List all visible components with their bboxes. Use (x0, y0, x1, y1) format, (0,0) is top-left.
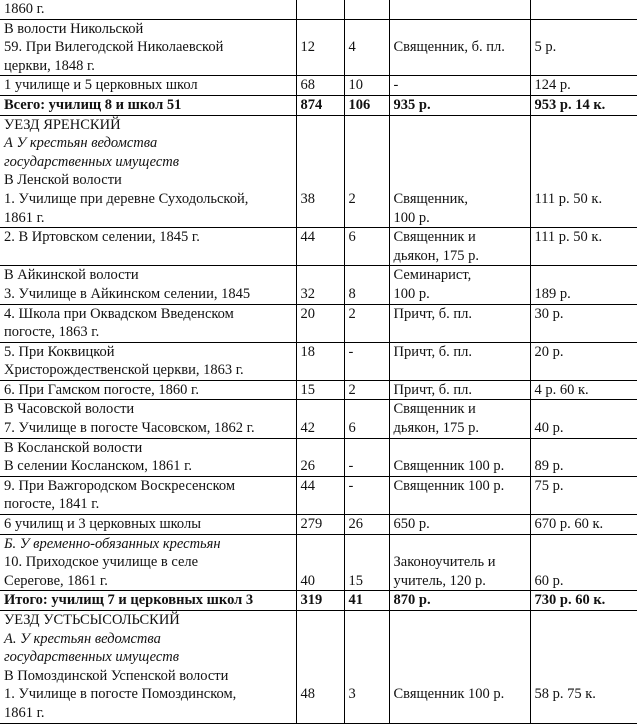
cell-line: дьякон, 175 р. (393, 420, 479, 437)
cell-line (535, 209, 634, 228)
cell-line: Причт, б. пл. (393, 305, 473, 322)
school-name-cell (0, 534, 296, 591)
students-boys-cell (296, 380, 344, 400)
students-girls-cell (344, 266, 389, 304)
upkeep-cost-cell (530, 400, 637, 438)
table-row (0, 438, 637, 476)
cell-line: В Айкинской волости (4, 267, 139, 284)
cell-line (349, 153, 385, 172)
upkeep-cost-cell (530, 534, 637, 591)
school-name-cell (0, 380, 296, 400)
cell-line: 953 р. 14 к. (534, 96, 606, 113)
upkeep-cost-cell (530, 438, 637, 476)
school-name-cell (0, 115, 296, 228)
cell-line (301, 209, 340, 228)
table-row (0, 19, 637, 76)
table-row (0, 400, 637, 438)
teacher-salary-cell (389, 611, 530, 724)
cell-line (394, 361, 526, 380)
cell-line: 1 училище и 5 церковных школ (4, 77, 198, 94)
cell-line: Причт, б. пл. (393, 381, 473, 398)
cell-line (301, 704, 340, 723)
upkeep-cost-cell (530, 115, 637, 228)
upkeep-cost-cell (530, 19, 637, 76)
cell-line: В Косланской волости (4, 439, 143, 456)
table-row (0, 611, 637, 724)
upkeep-cost-cell (530, 76, 637, 96)
cell-line (301, 266, 340, 285)
cell-line (301, 667, 340, 686)
teacher-salary-cell (389, 476, 530, 514)
cell-line (535, 116, 634, 135)
cell-line: 670 р. 60 к. (534, 516, 604, 533)
cell-line: 89 р. (534, 458, 564, 475)
students-girls-cell (344, 438, 389, 476)
upkeep-cost-cell (530, 611, 637, 724)
students-boys-cell (296, 76, 344, 96)
school-name-cell (0, 476, 296, 514)
cell-line (394, 0, 526, 19)
cell-line (349, 535, 385, 554)
cell-line (535, 134, 634, 153)
cell-line (301, 323, 340, 342)
cell-line: 10. Приходское училище в селе (4, 554, 199, 571)
cell-line: Священник, (393, 190, 469, 207)
cell-line (301, 400, 340, 419)
cell-line: 7. Училище в погосте Часовском, 1862 г. (4, 420, 255, 437)
cell-line: - (348, 477, 354, 494)
table-row (0, 515, 637, 535)
cell-line (301, 134, 340, 153)
cell-line: 12 (300, 39, 315, 56)
cell-line: 26 (300, 458, 315, 475)
cell-line: дьякон, 175 р. (393, 247, 479, 264)
cell-line (349, 439, 385, 458)
cell-line: 6 училищ и 3 церковных школы (4, 516, 201, 533)
upkeep-cost-cell (530, 476, 637, 514)
cell-line (349, 20, 385, 39)
cell-line: 5. При Коквицкой (4, 343, 115, 360)
cell-line: 4 (348, 39, 356, 56)
cell-line (535, 171, 634, 190)
cell-line: Священник 100 р. (393, 477, 505, 494)
cell-line: 58 р. 75 к. (534, 686, 596, 703)
cell-line: В Часовской волости (4, 401, 135, 418)
cell-line (4, 247, 292, 266)
cell-line: В Помоздинской Успенской волости (4, 667, 229, 684)
cell-line: В селении Косланском, 1861 г. (4, 458, 193, 475)
cell-line: Священник, б. пл. (393, 39, 505, 56)
students-girls-cell (344, 515, 389, 535)
table-row (0, 115, 637, 228)
students-boys-cell (296, 115, 344, 228)
cell-line (301, 0, 340, 19)
cell-line (394, 171, 526, 190)
cell-line (394, 116, 526, 135)
cell-line: 75 р. (534, 477, 564, 494)
teacher-salary-cell (389, 591, 530, 611)
cell-line: 20 (300, 305, 315, 322)
students-boys-cell (296, 438, 344, 476)
school-name-cell (0, 76, 296, 96)
cell-line: 2 (348, 381, 356, 398)
cell-line (394, 611, 526, 630)
school-name-cell (0, 515, 296, 535)
students-girls-cell (344, 342, 389, 380)
cell-line (349, 400, 385, 419)
cell-line: 6 (348, 229, 356, 246)
cell-line: 279 (300, 516, 323, 533)
cell-line: В Ленской волости (4, 172, 122, 189)
students-boys-cell (296, 95, 344, 115)
cell-line: Священник и (393, 401, 476, 418)
cell-line (535, 247, 634, 266)
cell-line: 935 р. (393, 96, 431, 113)
cell-line (301, 20, 340, 39)
cell-line (349, 553, 385, 572)
students-girls-cell (344, 0, 389, 19)
cell-line (394, 57, 526, 76)
cell-line: 15 (348, 572, 363, 589)
cell-line: 2 (348, 190, 356, 207)
cell-line (349, 0, 385, 19)
students-boys-cell (296, 342, 344, 380)
students-boys-cell (296, 476, 344, 514)
cell-line (301, 247, 340, 266)
teacher-salary-cell (389, 0, 530, 19)
cell-line (301, 495, 340, 514)
cell-line (535, 630, 634, 649)
cell-line: - (348, 343, 354, 360)
cell-line: 10 (348, 77, 363, 94)
cell-line (394, 20, 526, 39)
cell-line (535, 400, 634, 419)
cell-line: 1860 г. (4, 1, 45, 17)
teacher-salary-cell (389, 438, 530, 476)
cell-line: 44 (300, 477, 315, 494)
students-girls-cell (344, 228, 389, 266)
teacher-salary-cell (389, 19, 530, 76)
cell-line: Священник 100 р. (393, 458, 505, 475)
cell-line: - (393, 77, 399, 94)
students-girls-cell (344, 19, 389, 76)
cell-line: 124 р. (534, 77, 571, 94)
cell-line (349, 247, 385, 266)
students-boys-cell (296, 19, 344, 76)
cell-line: 6 (348, 420, 356, 437)
cell-line: 6. При Гамском погосте, 1860 г. (4, 381, 199, 398)
cell-line: церкви, 1848 г. (4, 57, 95, 74)
cell-line: 319 (300, 592, 323, 609)
cell-line (349, 209, 385, 228)
cell-line (394, 153, 526, 172)
cell-line (349, 116, 385, 135)
cell-line (535, 553, 634, 572)
upkeep-cost-cell (530, 0, 637, 19)
cell-line: Христорождественской церкви, 1863 г. (4, 362, 244, 379)
cell-line: Священник 100 р. (393, 686, 505, 703)
total-row (0, 591, 637, 611)
cell-line: Семинарист, (393, 267, 472, 284)
cell-line (535, 667, 634, 686)
cell-line: 8 (348, 285, 356, 302)
cell-line: погосте, 1863 г. (4, 324, 100, 341)
students-girls-cell (344, 591, 389, 611)
teacher-salary-cell (389, 534, 530, 591)
cell-line: 111 р. 50 к. (534, 229, 603, 246)
cell-line (349, 630, 385, 649)
cell-line: 44 (300, 229, 315, 246)
cell-line: 4 р. 60 к. (534, 381, 589, 398)
students-girls-cell (344, 304, 389, 342)
students-girls-cell (344, 95, 389, 115)
cell-line (301, 611, 340, 630)
cell-line: Б. У временно-обязанных крестьян (4, 535, 221, 552)
school-name-cell (0, 0, 296, 19)
cell-line: 189 р. (534, 285, 571, 302)
cell-line: 106 (348, 96, 371, 113)
cell-line: 1. Училище при деревне Суходольской, (4, 190, 249, 207)
cell-line (349, 323, 385, 342)
students-boys-cell (296, 515, 344, 535)
students-boys-cell (296, 534, 344, 591)
cell-line (394, 134, 526, 153)
students-girls-cell (344, 380, 389, 400)
cell-line (394, 439, 526, 458)
upkeep-cost-cell (530, 591, 637, 611)
cell-line (394, 648, 526, 667)
cell-line (349, 495, 385, 514)
students-boys-cell (296, 400, 344, 438)
table-row (0, 228, 637, 266)
cell-line: УЕЗД ЯРЕНСКИЙ (4, 116, 121, 133)
cell-line (349, 57, 385, 76)
students-boys-cell (296, 304, 344, 342)
cell-line: 5 р. (534, 39, 557, 56)
students-boys-cell (296, 591, 344, 611)
students-girls-cell (344, 534, 389, 591)
cell-line (394, 495, 526, 514)
cell-line: 42 (300, 420, 315, 437)
cell-line: учитель, 120 р. (393, 572, 486, 589)
students-girls-cell (344, 611, 389, 724)
cell-line: 38 (300, 190, 315, 207)
cell-line: Священник и (393, 229, 476, 246)
cell-line (349, 704, 385, 723)
cell-line (394, 667, 526, 686)
cell-line (301, 535, 340, 554)
cell-line: 18 (300, 343, 315, 360)
cell-line (535, 535, 634, 554)
cell-line (535, 57, 634, 76)
cell-line: 68 (300, 77, 315, 94)
cell-line: - (348, 458, 354, 475)
school-name-cell (0, 19, 296, 76)
cell-line (301, 171, 340, 190)
cell-line: В волости Никольской (4, 20, 144, 37)
cell-line (535, 323, 634, 342)
cell-line: А. У крестьян ведомства (4, 630, 161, 647)
teacher-salary-cell (389, 342, 530, 380)
cell-line (535, 153, 634, 172)
table-row (0, 476, 637, 514)
cell-line (349, 648, 385, 667)
cell-line: 100 р. (393, 285, 430, 302)
upkeep-cost-cell (530, 515, 637, 535)
teacher-salary-cell (389, 76, 530, 96)
school-name-cell (0, 342, 296, 380)
cell-line: 111 р. 50 к. (534, 190, 603, 207)
school-name-cell (0, 266, 296, 304)
cell-line (301, 361, 340, 380)
cell-line: 59. При Вилегодской Николаевской (4, 39, 224, 56)
upkeep-cost-cell (530, 95, 637, 115)
teacher-salary-cell (389, 400, 530, 438)
cell-line (349, 361, 385, 380)
students-girls-cell (344, 400, 389, 438)
table-row (0, 534, 637, 591)
cell-line: 60 р. (534, 572, 564, 589)
teacher-salary-cell (389, 380, 530, 400)
cell-line (394, 535, 526, 554)
cell-line: Итого: училищ 7 и церковных школ 3 (4, 592, 254, 609)
students-girls-cell (344, 76, 389, 96)
cell-line: 1861 г. (4, 209, 45, 226)
students-boys-cell (296, 611, 344, 724)
table-row (0, 266, 637, 304)
cell-line (301, 153, 340, 172)
table-row (0, 76, 637, 96)
cell-line: государственных имуществ (4, 649, 180, 666)
cell-line (394, 704, 526, 723)
cell-line (535, 0, 634, 19)
cell-line (301, 648, 340, 667)
upkeep-cost-cell (530, 380, 637, 400)
upkeep-cost-cell (530, 266, 637, 304)
cell-line (301, 57, 340, 76)
cell-line: 3. Училище в Айкинском селении, 1845 (4, 285, 251, 302)
cell-line (535, 648, 634, 667)
cell-line: 3 (348, 686, 356, 703)
cell-line (349, 667, 385, 686)
cell-line: 30 р. (534, 305, 564, 322)
students-girls-cell (344, 476, 389, 514)
cell-line (349, 266, 385, 285)
cell-line: 4. Школа при Оквадском Введенском (4, 305, 234, 322)
cell-line: 15 (300, 381, 315, 398)
school-name-cell (0, 95, 296, 115)
cell-line (349, 134, 385, 153)
cell-line: Причт, б. пл. (393, 343, 473, 360)
cell-line (301, 116, 340, 135)
table-row (0, 0, 637, 19)
school-name-cell (0, 438, 296, 476)
teacher-salary-cell (389, 515, 530, 535)
total-row (0, 95, 637, 115)
cell-line: 20 р. (534, 343, 564, 360)
cell-line: 1861 г. (4, 704, 45, 721)
cell-line (535, 495, 634, 514)
cell-line (301, 553, 340, 572)
cell-line (349, 611, 385, 630)
school-name-cell (0, 591, 296, 611)
table-row (0, 380, 637, 400)
cell-line: погосте, 1841 г. (4, 496, 100, 513)
table-row (0, 342, 637, 380)
students-boys-cell (296, 0, 344, 19)
cell-line: государственных имуществ (4, 153, 180, 170)
cell-line: 730 р. 60 к. (534, 592, 606, 609)
cell-line: 40 (300, 572, 315, 589)
cell-line (535, 439, 634, 458)
school-name-cell (0, 611, 296, 724)
cell-line: 2. В Иртовском селении, 1845 г. (4, 229, 200, 246)
cell-line: 40 р. (534, 420, 564, 437)
cell-line (301, 630, 340, 649)
cell-line: 100 р. (393, 209, 430, 226)
cell-line (394, 630, 526, 649)
cell-line: 870 р. (393, 592, 431, 609)
school-name-cell (0, 228, 296, 266)
students-boys-cell (296, 228, 344, 266)
cell-line: 9. При Важгородском Воскресенском (4, 477, 236, 494)
cell-line: 874 (300, 96, 323, 113)
students-girls-cell (344, 115, 389, 228)
cell-line: Всего: училищ 8 и школ 51 (4, 96, 182, 113)
school-name-cell (0, 400, 296, 438)
cell-line: 2 (348, 305, 356, 322)
cell-line: 32 (300, 285, 315, 302)
cell-line (535, 611, 634, 630)
teacher-salary-cell (389, 228, 530, 266)
cell-line: 26 (348, 516, 363, 533)
table-row (0, 304, 637, 342)
cell-line: 41 (348, 592, 363, 609)
upkeep-cost-cell (530, 304, 637, 342)
cell-line: 1. Училище в погосте Помоздинском, (4, 686, 237, 703)
cell-line (349, 171, 385, 190)
cell-line: 48 (300, 686, 315, 703)
cell-line (535, 20, 634, 39)
teacher-salary-cell (389, 115, 530, 228)
teacher-salary-cell (389, 304, 530, 342)
teacher-salary-cell (389, 95, 530, 115)
school-name-cell (0, 304, 296, 342)
cell-line (535, 266, 634, 285)
upkeep-cost-cell (530, 228, 637, 266)
cell-line: УЕЗД УСТЬСЫСОЛЬСКИЙ (4, 612, 180, 628)
cell-line: Серегове, 1861 г. (4, 572, 108, 589)
cell-line (394, 323, 526, 342)
teacher-salary-cell (389, 266, 530, 304)
cell-line (301, 439, 340, 458)
cell-line: А У крестьян ведомства (4, 135, 158, 152)
cell-line: Законоучитель и (393, 554, 496, 571)
upkeep-cost-cell (530, 342, 637, 380)
cell-line (535, 704, 634, 723)
cell-line (535, 361, 634, 380)
cell-line: 650 р. (393, 516, 430, 533)
students-boys-cell (296, 266, 344, 304)
